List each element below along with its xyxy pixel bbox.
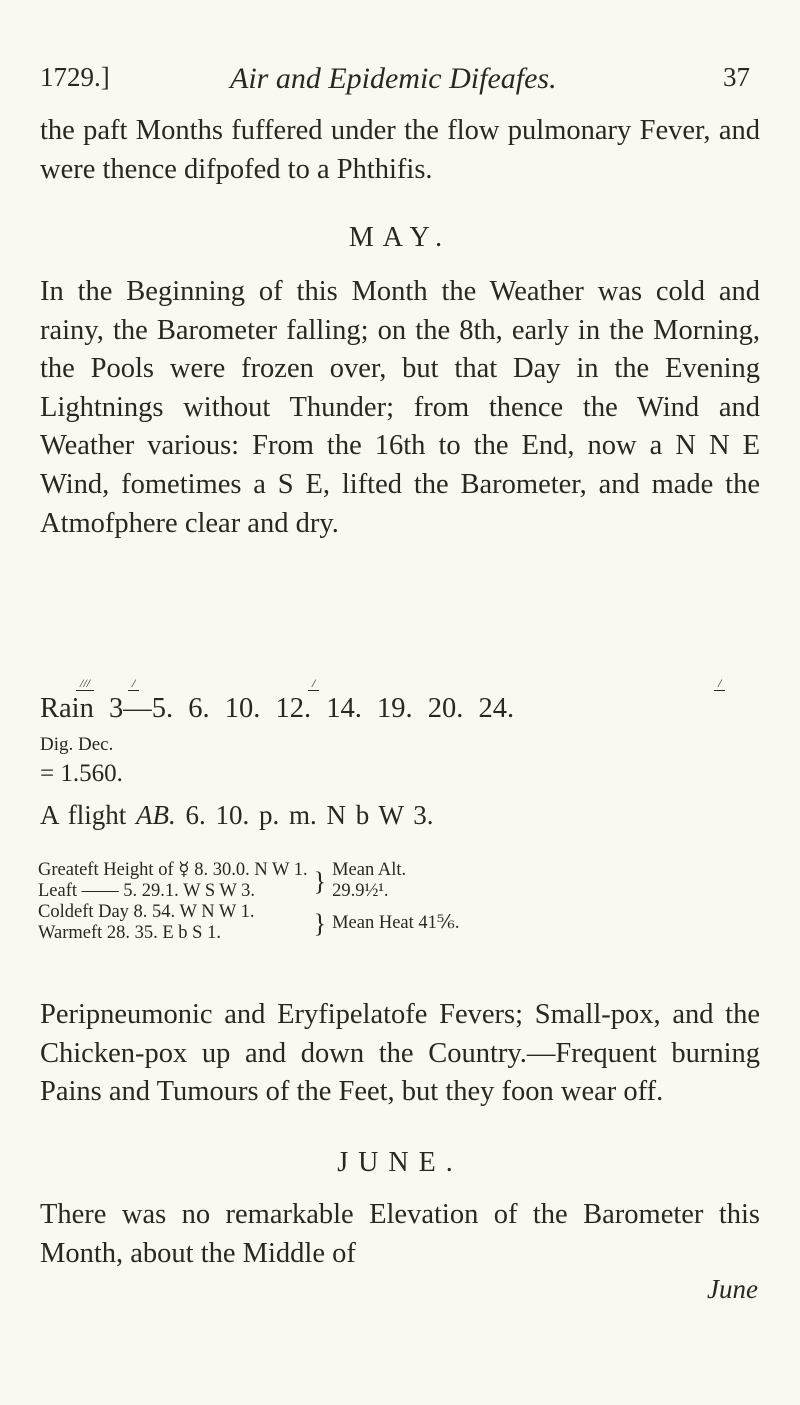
blight-label: A flight [40, 800, 127, 830]
mean-alt-label: Mean Alt. [332, 860, 407, 880]
header-year: 1729.] [40, 62, 110, 92]
continuation-paragraph [40, 112, 760, 189]
warmest-day: Warmeft 28. 35. E b S 1. [38, 923, 221, 943]
diseases-paragraph [40, 996, 760, 1112]
may-heading: MAY. [348, 222, 452, 253]
diseases-text: Peripneumonic and Eryfipelatofe Fevers; Small-pox, and the Chicken-pox up and down the Country.—Frequent burning Pains and Tumours of the Feet, but they foon wear off. [40, 999, 760, 1108]
rain-mark: / [128, 676, 139, 691]
blight-details: 6. 10. p. m. N b W 3. [185, 800, 434, 830]
brace: } [313, 908, 327, 938]
june-paragraph [40, 1196, 760, 1273]
rain-days: Rain 3—5. 6. 10. 12. 14. 19. 20. 24. [40, 693, 515, 724]
june-heading: JUNE. [337, 1147, 463, 1178]
header-title: Air and Epidemic Difeafes. [230, 62, 557, 95]
rain-unit: Dig. Dec. [40, 734, 114, 755]
blight-line [40, 800, 434, 831]
may-paragraph [40, 273, 760, 543]
running-header [40, 62, 750, 102]
rain-marks [40, 676, 760, 692]
mean-alt-value: 29.9½¹. [332, 881, 389, 901]
brace: } [313, 866, 327, 896]
rain-mark: / [714, 676, 725, 691]
rain-total: = 1.560. [40, 760, 123, 787]
may-text: In the Beginning of this Month the Weather was cold and rainy, the Barometer falling; on the 8th, early in the Morning, the Pools were frozen over, but that Day in the Evening Lightnings without Thunder; from thence the Wind and Weather various: From the 16th to the End, now a N N E Wind, fometimes a S E, lifted the Barometer, and made the Atmofphere clear and dry. [40, 276, 760, 539]
continuation-text: the paft Months fuffered under the flow pulmonary Fever, and were thence difpofed to a Phthifis. [40, 115, 760, 185]
page-number: 37 [723, 62, 750, 92]
blight-ab: AB. [136, 800, 176, 830]
greatest-height: Greateft Height of ☿ 8. 30.0. N W 1. [38, 860, 308, 880]
coldest-day: Coldeft Day 8. 54. W N W 1. [38, 902, 255, 922]
weather-stats-table [38, 860, 465, 944]
least-height: Leaft —— 5. 29.1. W S W 3. [38, 881, 256, 901]
mean-heat: Mean Heat 41⅚. [332, 912, 460, 933]
catchword: June [707, 1274, 758, 1304]
rain-mark: /// [76, 676, 94, 691]
rain-mark: / [308, 676, 319, 691]
june-text: There was no remarkable Elevation of the Barometer this Month, about the Middle of [40, 1199, 760, 1269]
